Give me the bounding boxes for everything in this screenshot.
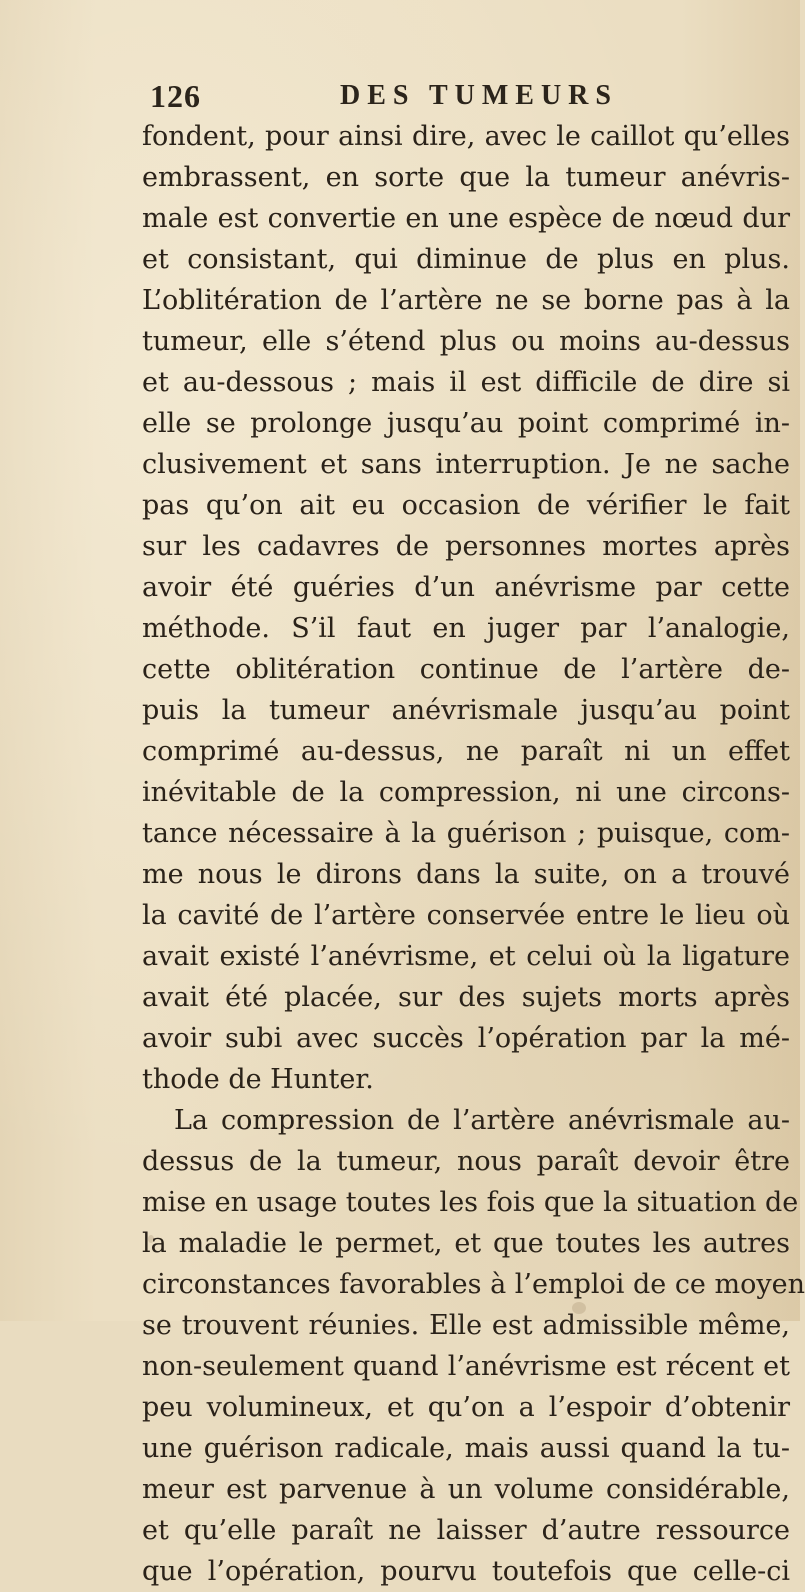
text-line: la cavité de l’artère conservée entre le lieu où [142,900,790,931]
text-line: male est convertie en une espèce de nœud dur [142,203,790,234]
text-line: avoir été guéries d’un anévrisme par cette [142,572,790,603]
text-line: que l’opération, pourvu toutefois que celle-ci [142,1556,790,1587]
text-line: avait été placée, sur des sujets morts après [142,982,790,1013]
text-line: clusivement et sans interruption. Je ne sache [142,449,790,480]
text-line: se trouvent réunies. Elle est admissible même, [142,1310,790,1341]
text-line: cette oblitération continue de l’artère de- [142,654,790,685]
paper-stain [148,1235,154,1243]
text-line: et au-dessous ; mais il est difficile de dire si [142,367,790,398]
page-number: 126 [150,78,201,114]
text-line: non-seulement quand l’anévrisme est récent et [142,1351,790,1382]
running-title: DES TUMEURS [340,80,618,111]
text-line: et qu’elle paraît ne laisser d’autre ressource [142,1515,790,1546]
text-line: fondent, pour ainsi dire, avec le caillot qu’elles [142,121,790,152]
text-line: mise en usage toutes les fois que la situation de [142,1187,799,1218]
text-line: avait existé l’anévrisme, et celui où la ligature [142,941,790,972]
text-line: me nous le dirons dans la suite, on a trouvé [142,859,790,890]
text-line: méthode. S’il faut en juger par l’analogie, [142,613,790,644]
text-line: embrassent, en sorte que la tumeur anévris- [142,162,790,193]
text-line: et consistant, qui diminue de plus en plus. [142,244,790,275]
text-line: peu volumineux, et qu’on a l’espoir d’obtenir [142,1392,790,1423]
text-line: une guérison radicale, mais aussi quand la tu- [142,1433,790,1464]
text-line: puis la tumeur anévrismale jusqu’au point [142,695,790,726]
paper-stain [572,1302,586,1314]
text-line: tumeur, elle s’étend plus ou moins au-dessus [142,326,790,357]
text-line: pas qu’on ait eu occasion de vérifier le fait [142,490,790,521]
text-line: La compression de l’artère anévrismale au- [174,1105,790,1136]
body-text [142,116,805,1592]
text-line: thode de Hunter. [142,1064,374,1095]
text-line: sur les cadavres de personnes mortes après [142,531,790,562]
text-line: tance nécessaire à la guérison ; puisque, com- [142,818,790,849]
text-line: inévitable de la compression, ni une circons- [142,777,790,808]
text-line: dessus de la tumeur, nous paraît devoir être [142,1146,790,1177]
text-line: elle se prolonge jusqu’au point comprimé in- [142,408,790,439]
text-line: meur est parvenue à un volume considérable, [142,1474,790,1505]
text-line: circonstances favorables à l’emploi de ce moyen [142,1269,805,1300]
page-header [150,78,790,118]
text-line: la maladie le permet, et que toutes les autres [142,1228,790,1259]
text-line: L’oblitération de l’artère ne se borne pas à la [142,285,790,316]
text-line: comprimé au-dessus, ne paraît ni un effet [142,736,790,767]
text-line: avoir subi avec succès l’opération par la mé- [142,1023,790,1054]
